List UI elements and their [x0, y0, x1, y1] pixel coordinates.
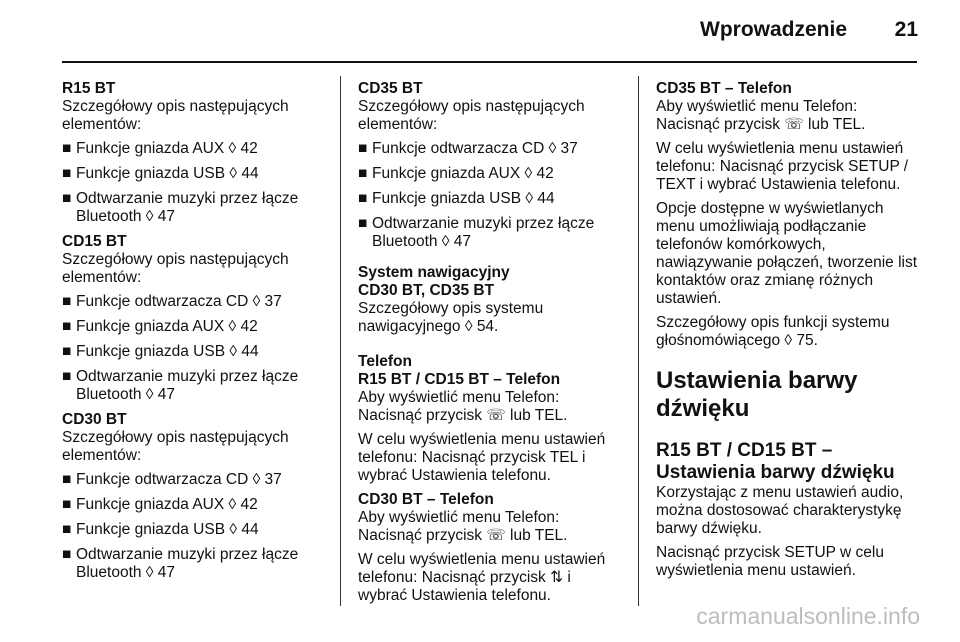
paragraph: Nacisnąć przycisk SETUP w celu wyświetlenia menu ustawień.	[656, 544, 884, 579]
list-item: ■ Funkcje gniazda USB ◊ 44	[62, 165, 259, 182]
list-item: ■ Odtwarzanie muzyki przez łącze Bluetooth ◊ 47	[62, 190, 299, 225]
paragraph: Szczegółowy opis następujących elementów:	[62, 251, 289, 286]
column-divider	[340, 76, 341, 606]
column-divider	[638, 76, 639, 606]
list-item: ■ Funkcje gniazda AUX ◊ 42	[62, 318, 258, 335]
paragraph: Opcje dostępne w wyświetlanych menu umożliwiają podłączanie telefonów komórkowych, nawiązywanie połączeń, tworzenie list kontaktów oraz zmianę różnych ustawień.	[656, 200, 918, 307]
list-item: ■ Funkcje odtwarzacza CD ◊ 37	[62, 293, 282, 310]
paragraph: W celu wyświetlenia menu ustawień telefonu: Nacisnąć przycisk SETUP / TEXT i wybrać Ustawienia telefonu.	[656, 140, 909, 193]
paragraph: W celu wyświetlenia menu ustawień telefonu: Nacisnąć przycisk TEL i wybrać Ustawienia telefonu.	[358, 431, 606, 484]
bullet-list	[62, 471, 322, 582]
paragraph: Aby wyświetlić menu Telefon: Nacisnąć przycisk ☏ lub TEL.	[656, 98, 866, 133]
section-heading: System nawigacyjny	[358, 264, 510, 281]
bullet-list	[62, 293, 322, 404]
list-item: ■ Funkcje gniazda USB ◊ 44	[62, 343, 259, 360]
list-item: ■ Funkcje gniazda AUX ◊ 42	[62, 496, 258, 513]
paragraph: Szczegółowy opis następujących elementów:	[62, 429, 289, 464]
section-title: Ustawienia barwy dźwięku	[656, 367, 858, 422]
paragraph: Szczegółowy opis następujących elementów:	[62, 98, 289, 133]
page-number: 21	[894, 18, 918, 41]
paragraph: Aby wyświetlić menu Telefon: Nacisnąć przycisk ☏ lub TEL.	[358, 389, 568, 424]
list-item: ■ Funkcje gniazda USB ◊ 44	[358, 190, 555, 207]
column-1	[62, 80, 322, 589]
watermark: carmanualsonline.info	[696, 603, 920, 629]
list-item: ■ Funkcje odtwarzacza CD ◊ 37	[62, 471, 282, 488]
paragraph: W celu wyświetlenia menu ustawień telefonu: Nacisnąć przycisk ⇅ i wybrać Ustawienia telefonu.	[358, 551, 606, 604]
paragraph: Szczegółowy opis następujących elementów:	[358, 98, 585, 133]
list-item: ■ Odtwarzanie muzyki przez łącze Bluetooth ◊ 47	[62, 546, 299, 581]
list-item: ■ Funkcje gniazda AUX ◊ 42	[62, 140, 258, 157]
subsection-heading: CD35 BT – Telefon	[656, 80, 792, 97]
paragraph: Korzystając z menu ustawień audio, można dostosować charakterystykę barwy dźwięku.	[656, 484, 904, 537]
subsection-heading: CD30 BT, CD35 BT	[358, 282, 495, 299]
page-title: Wprowadzenie	[700, 18, 848, 41]
section-heading: CD35 BT	[358, 80, 423, 97]
bullet-list	[62, 140, 322, 226]
column-3	[656, 80, 924, 580]
list-item: ■ Funkcje gniazda USB ◊ 44	[62, 521, 259, 538]
section-heading: CD30 BT	[62, 411, 127, 428]
subsection-title: R15 BT / CD15 BT – Ustawienia barwy dźwięku	[656, 440, 895, 483]
paragraph: Aby wyświetlić menu Telefon: Nacisnąć przycisk ☏ lub TEL.	[358, 509, 568, 544]
paragraph: Szczegółowy opis systemu nawigacyjnego ◊ 54.	[358, 300, 544, 335]
section-heading: R15 BT	[62, 80, 116, 97]
subsection-heading: CD30 BT – Telefon	[358, 491, 494, 508]
bullet-list	[358, 140, 623, 251]
list-item: ■ Funkcje odtwarzacza CD ◊ 37	[358, 140, 578, 157]
column-2	[358, 80, 623, 605]
section-heading: Telefon	[358, 353, 412, 370]
list-item: ■ Odtwarzanie muzyki przez łącze Bluetooth ◊ 47	[358, 215, 595, 250]
section-heading: CD15 BT	[62, 233, 127, 250]
paragraph: Szczegółowy opis funkcji systemu głośnomówiącego ◊ 75.	[656, 314, 890, 349]
list-item: ■ Funkcje gniazda AUX ◊ 42	[358, 165, 554, 182]
list-item: ■ Odtwarzanie muzyki przez łącze Bluetooth ◊ 47	[62, 368, 299, 403]
header-rule	[62, 61, 917, 63]
subsection-heading: R15 BT / CD15 BT – Telefon	[358, 371, 561, 388]
